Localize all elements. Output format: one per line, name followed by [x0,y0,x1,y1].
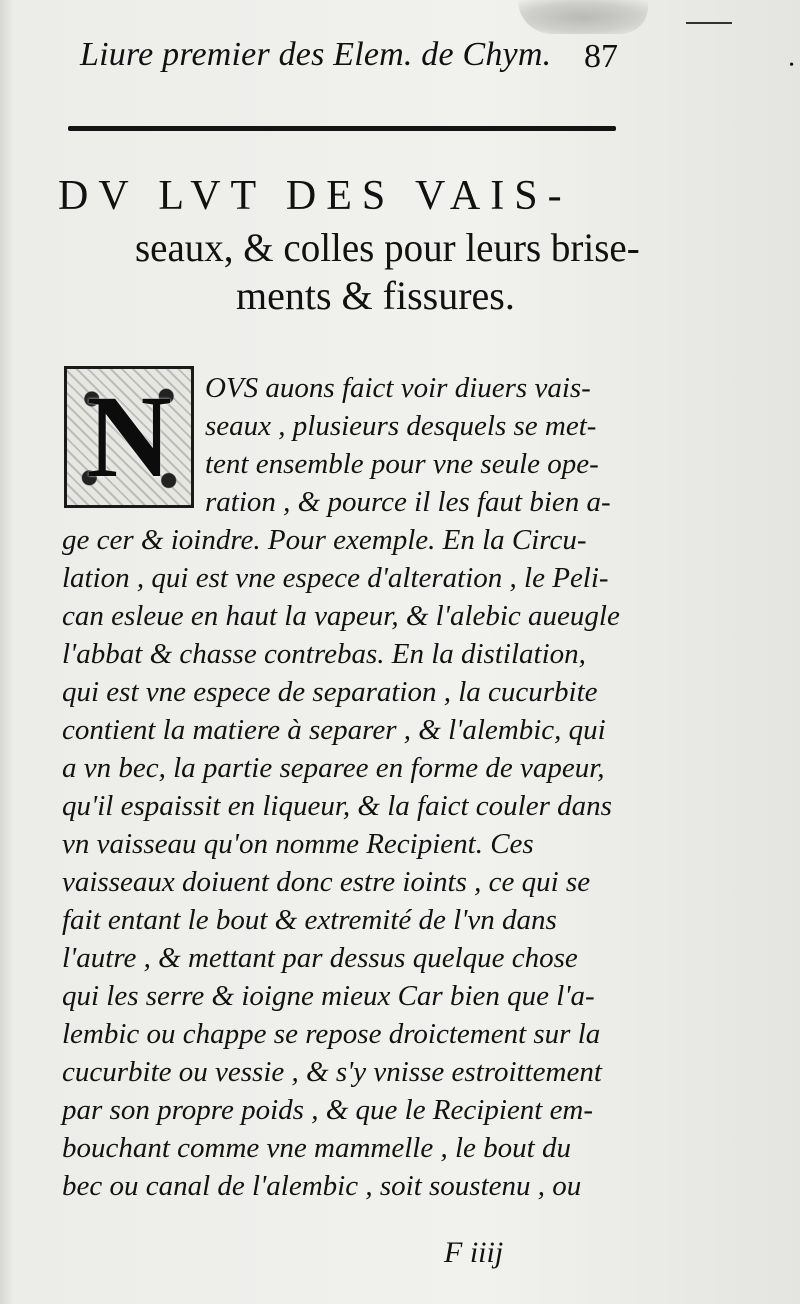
body-line: l'abbat & chasse contrebas. En la distilation, [62,638,586,670]
body-line: par son propre poids , & que le Recipient em- [62,1094,594,1126]
body-line: tent ensemble pour vne seule ope- [205,448,599,480]
body-line: vn vaisseau qu'on nomme Recipient. Ces [62,828,534,860]
drop-cap-letter: N [86,371,172,502]
body-line: contient la matiere à separer , & l'alembic, qui [62,714,606,746]
running-title: Liure premier des Elem. de Chym. [80,36,552,73]
edge-dot: • [789,58,794,73]
body-line: can esleue en haut la vapeur, & l'alebic aueugle [62,600,620,632]
body-line: vaisseaux doiuent donc estre ioints , ce qui se [62,866,591,898]
body-line: ge cer & ioindre. Pour exemple. En la Circu- [62,524,587,556]
margin-mark [686,22,732,24]
ornamental-drop-cap [64,366,194,508]
chapter-title-line-2: seaux, & colles pour leurs brise- [135,225,640,270]
body-line: OVS auons faict voir diuers vais- [205,372,591,404]
body-line: qui est vne espece de separation , la cucurbite [62,676,598,708]
body-line: lembic ou chappe se repose droictement sur la [62,1018,601,1050]
chapter-title-line-3: ments & fissures. [236,273,515,318]
paper-stain [518,0,648,34]
body-line: lation , qui est vne espece d'alteration , le Peli- [62,562,609,594]
body-line: a vn bec, la partie separee en forme de vapeur, [62,752,605,784]
header-rule [68,126,616,131]
body-line: ration , & pource il les faut bien a- [205,486,611,518]
body-line: cucurbite ou vessie , & s'y vnisse estroittement [62,1056,602,1088]
signature-mark: F iiij [444,1236,504,1269]
body-line: l'autre , & mettant par dessus quelque chose [62,942,578,974]
body-line: bec ou canal de l'alembic , soit soustenu , ou [62,1170,582,1202]
body-line: fait entant le bout & extremité de l'vn dans [62,904,557,936]
body-line: qu'il espaissit en liqueur, & la faict couler dans [62,790,612,822]
body-line: bouchant comme vne mammelle , le bout du [62,1132,571,1164]
body-line: seaux , plusieurs desquels se met- [205,410,597,442]
page-number: 87 [584,38,618,75]
chapter-title-line-1: DV LVT DES VAIS- [58,173,572,219]
body-line: qui les serre & ioigne mieux Car bien que l'a- [62,980,595,1012]
